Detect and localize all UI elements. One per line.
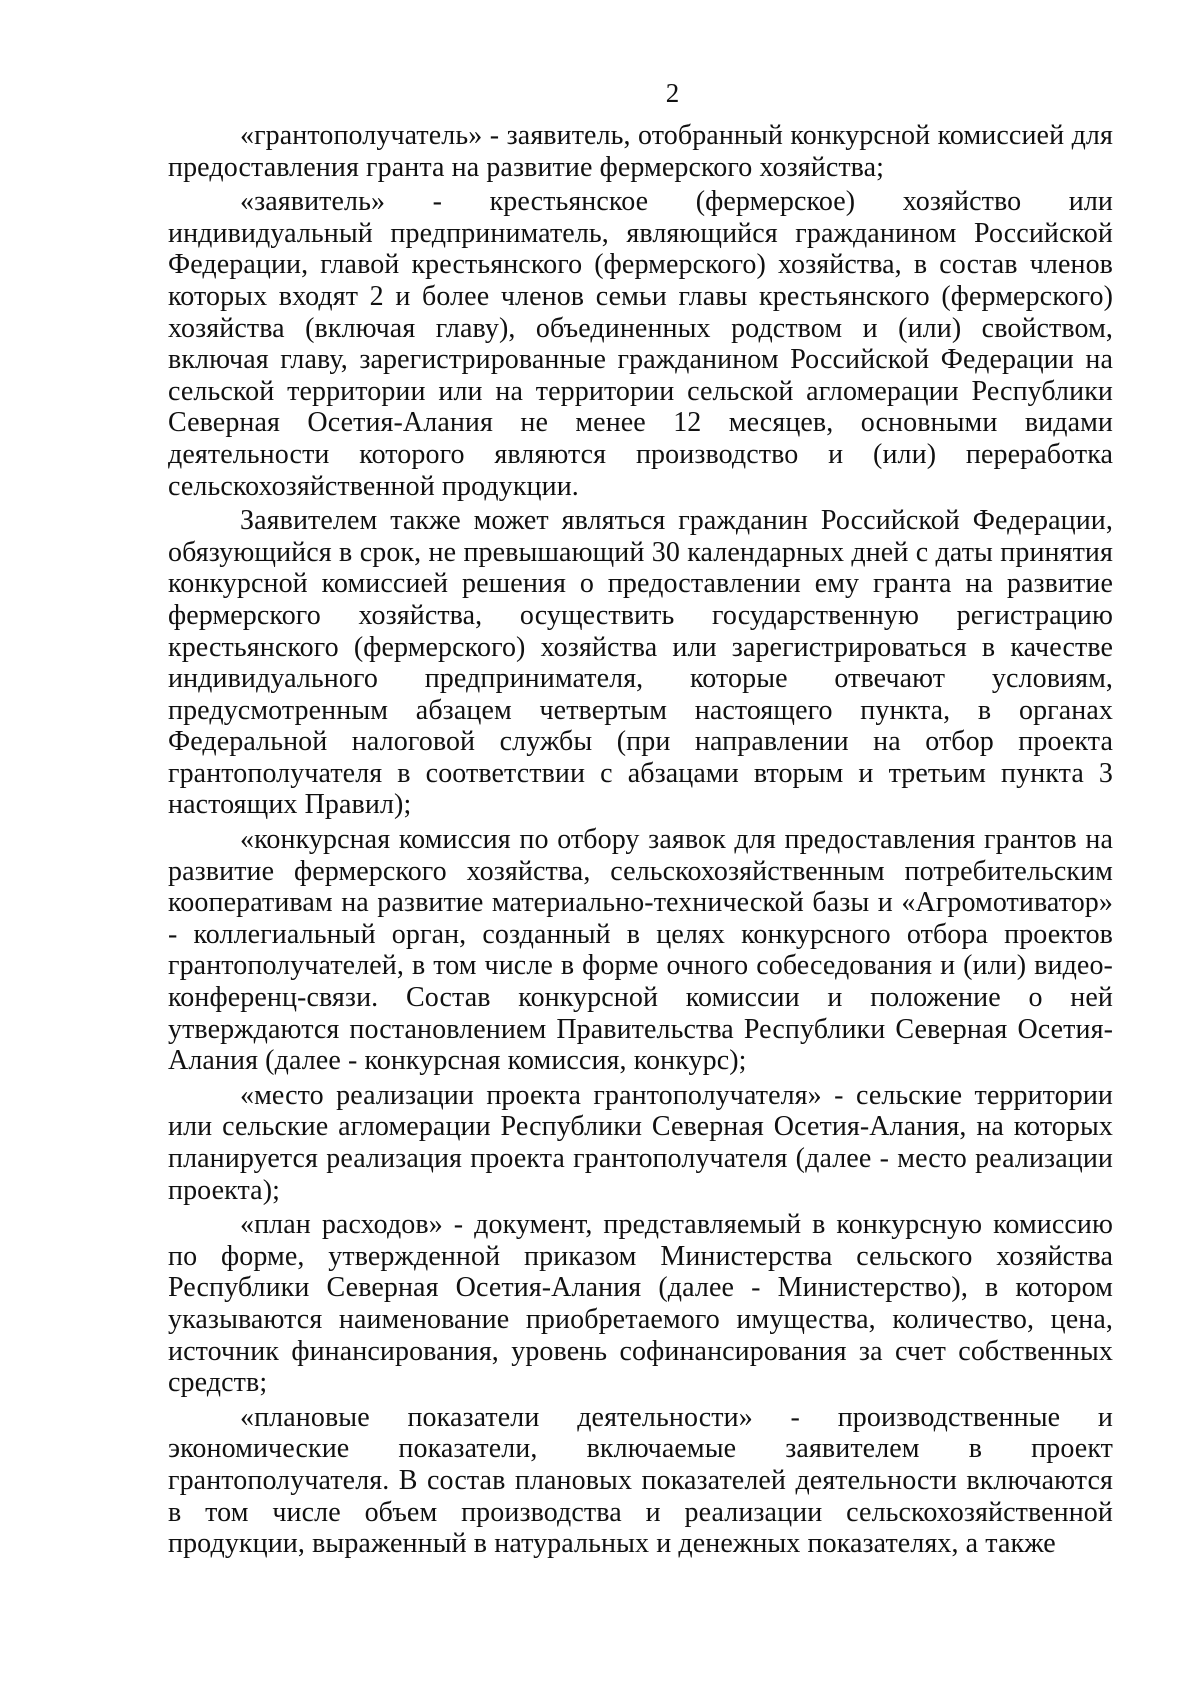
paragraph-competition-commission: «конкурсная комиссия по отбору заявок для предоставления грантов на развитие фермерского хозяйства, сельскохозяйственным потребительским кооперативам на развитие материально-технической базы и «Агромотиватор» - коллегиальный орган, созданный в целях конкурсного отбора проектов грантополучателей, в том числе в форме очного собеседования и (или) видео-конференц-связи. Состав конкурсной комиссии и положение о ней утверждаются постановлением Правительства Республики Северная Осетия-Алания (далее - конкурсная комиссия, конкурс); — [168, 824, 1113, 1077]
paragraph-project-location: «место реализации проекта грантополучателя» - сельские территории или сельские агломерации Республики Северная Осетия-Алания, на которых планируется реализация проекта грантополучателя (далее - место реализации проекта); — [168, 1079, 1113, 1206]
page-number: 2 — [665, 78, 680, 108]
document-body — [168, 120, 1113, 1560]
paragraph-grant-recipient-definition: «грантополучатель» - заявитель, отобранный конкурсной комиссией для предоставления гранта на развитие фермерского хозяйства; — [168, 120, 1113, 183]
paragraph-applicant-definition: «заявитель» - крестьянское (фермерское) хозяйство или индивидуальный предприниматель, являющийся гражданином Российской Федерации, главой крестьянского (фермерского) хозяйства, в состав членов которых входят 2 и более членов семьи главы крестьянского (фермерского) хозяйства (включая главу), объединенных родством и (или) свойством, включая главу, зарегистрированные гражданином Российской Федерации на сельской территории или на территории сельской агломерации Республики Северная Осетия-Алания не менее 12 месяцев, основными видами деятельности которого являются производство и (или) переработка сельскохозяйственной продукции. — [168, 186, 1113, 502]
paragraph-applicant-citizen: Заявителем также может являться гражданин Российской Федерации, обязующийся в срок, не превышающий 30 календарных дней с даты принятия конкурсной комиссией решения о предоставлении ему гранта на развитие фермерского хозяйства, осуществить государственную регистрацию крестьянского (фермерского) хозяйства или зарегистрироваться в качестве индивидуального предпринимателя, которые отвечают условиям, предусмотренным абзацем четвертым настоящего пункта, в органах Федеральной налоговой службы (при направлении на отбор проекта грантополучателя в соответствии с абзацами вторым и третьим пункта 3 настоящих Правил); — [168, 505, 1113, 821]
paragraph-expense-plan: «план расходов» - документ, представляемый в конкурсную комиссию по форме, утвержденной приказом Министерства сельского хозяйства Республики Северная Осетия-Алания (далее - Министерство), в котором указываются наименование приобретаемого имущества, количество, цена, источник финансирования, уровень софинансирования за счет собственных средств; — [168, 1209, 1113, 1399]
paragraph-planned-indicators: «плановые показатели деятельности» - производственные и экономические показатели, включаемые заявителем в проект грантополучателя. В состав плановых показателей деятельности включаются в том числе объем производства и реализации сельскохозяйственной продукции, выраженный в натуральных и денежных показателях, а также — [168, 1401, 1113, 1560]
